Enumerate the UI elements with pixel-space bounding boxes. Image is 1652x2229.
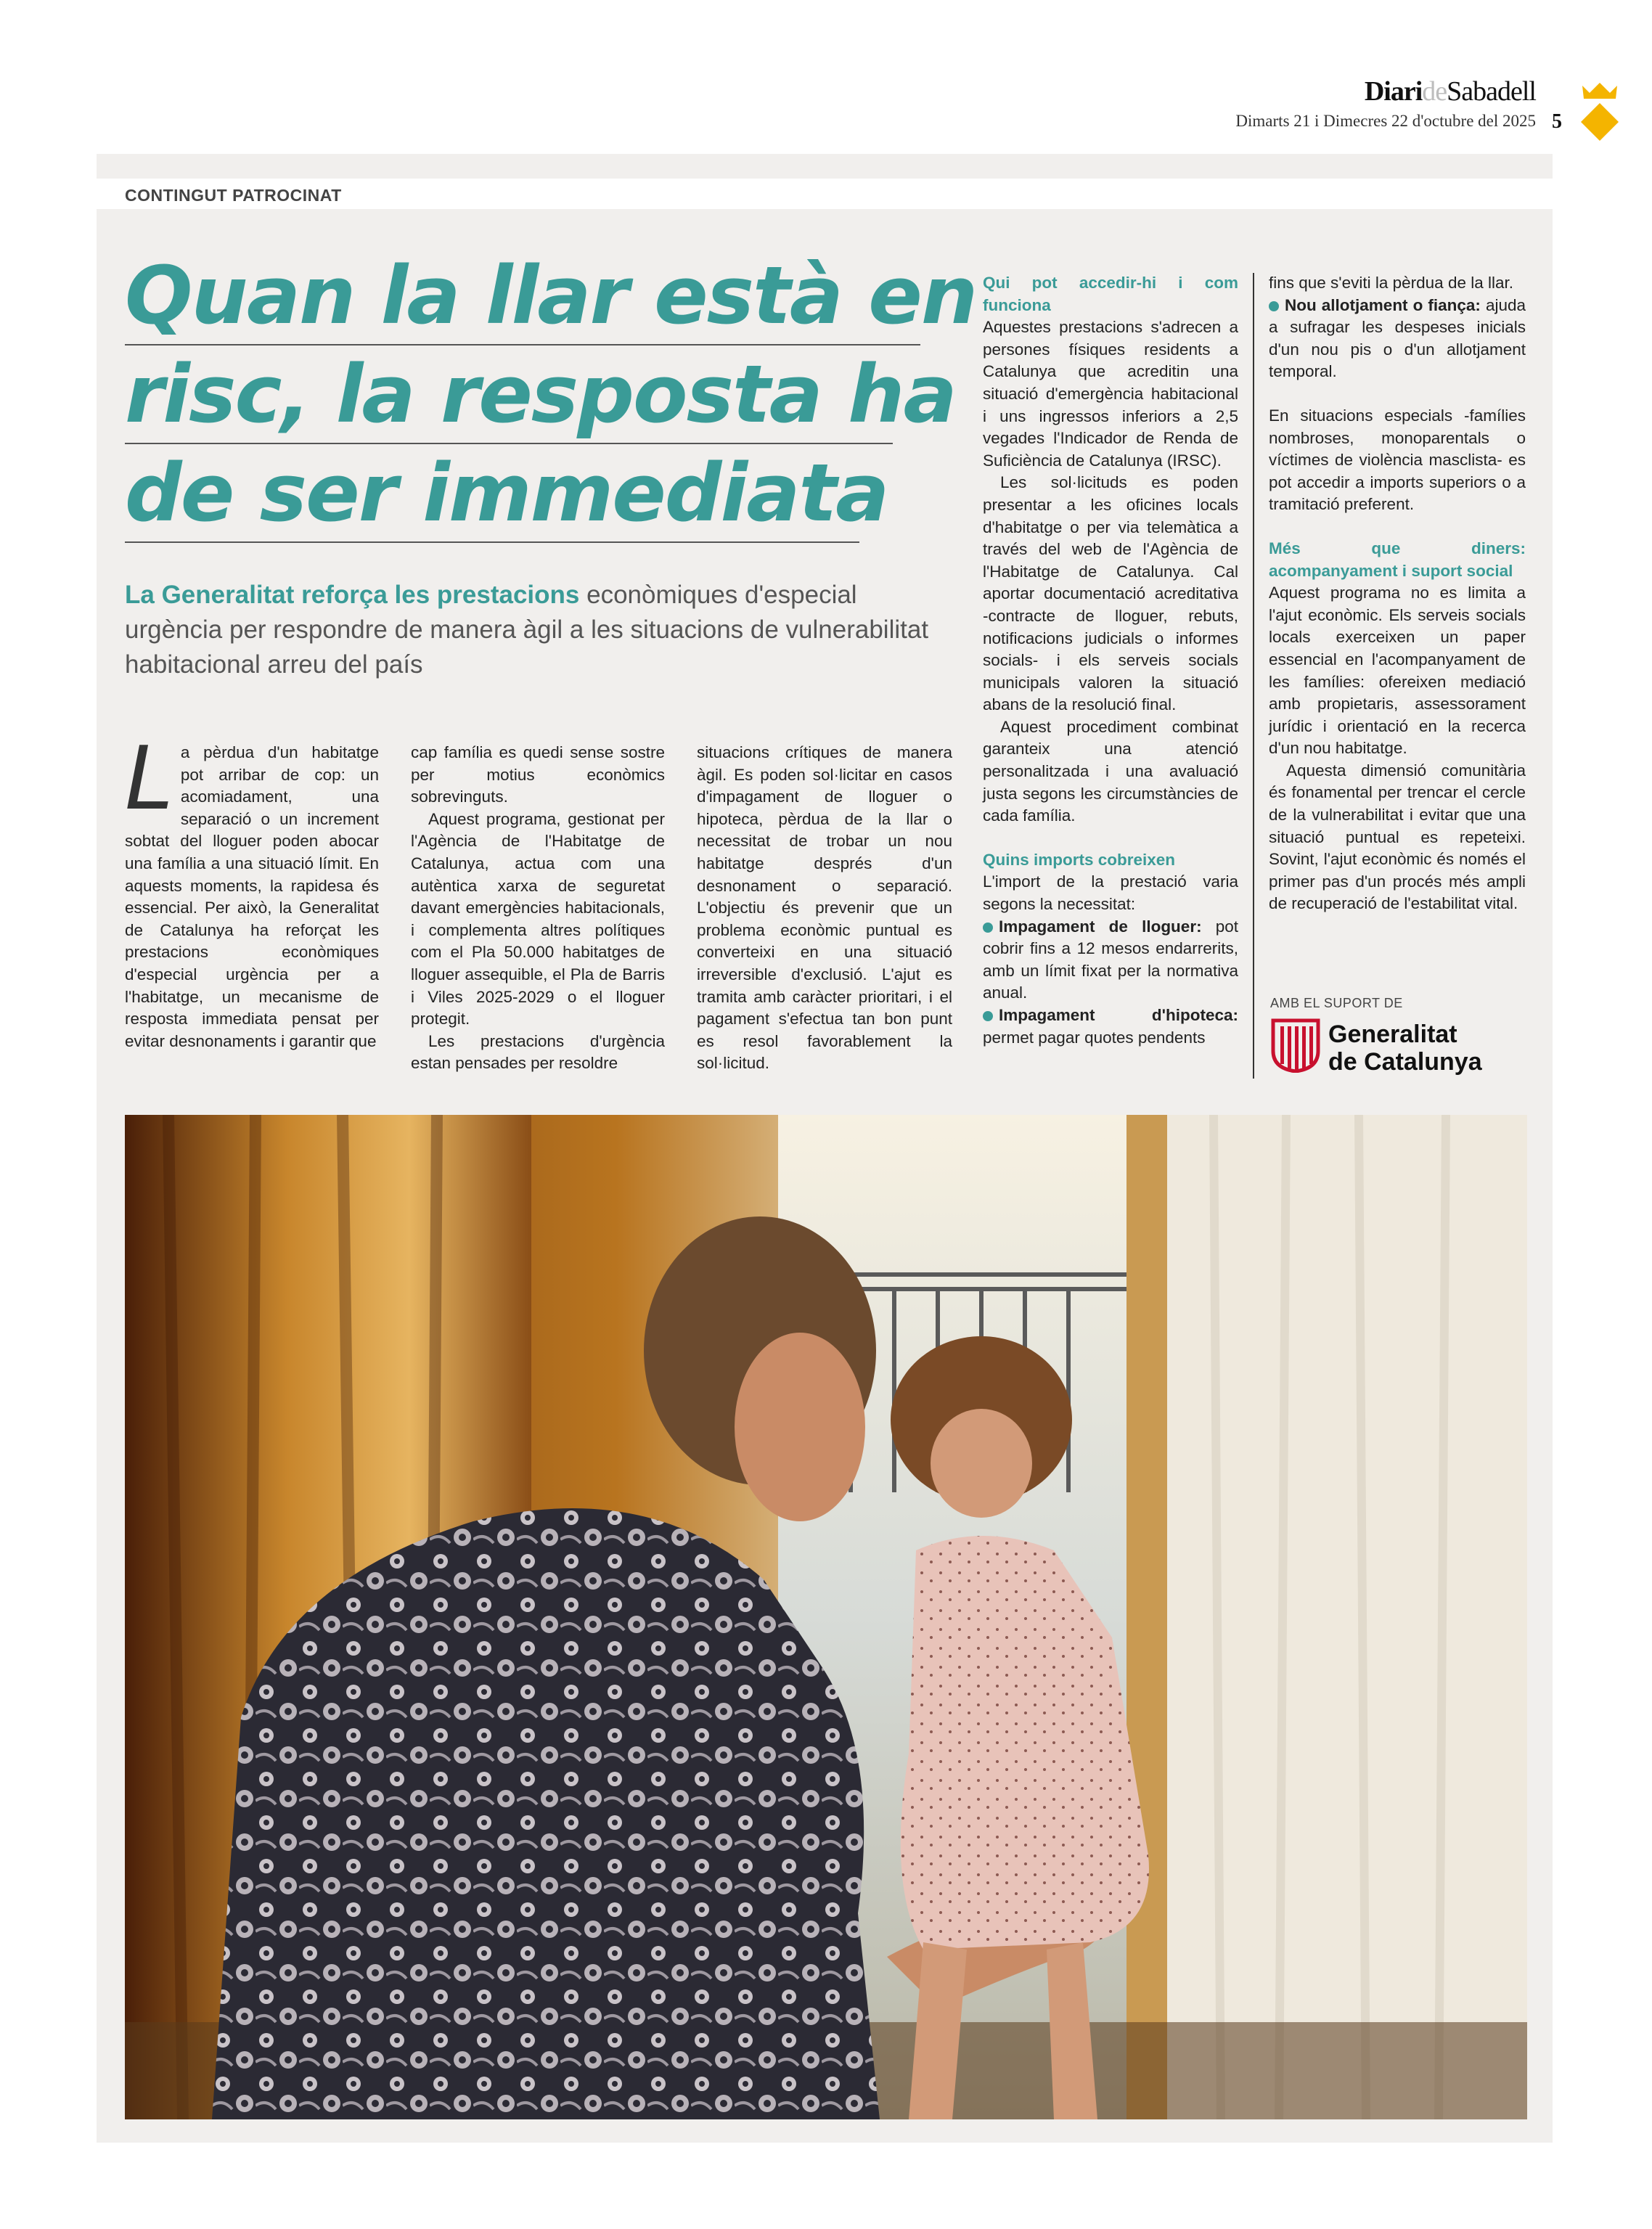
col4-paragraph-4: L'import de la prestació varia segons la necessitat: xyxy=(983,872,1238,914)
bullet-dot-icon xyxy=(983,1011,993,1021)
lead-rest: econòmiques d'especial urgència per respondre de manera àgil a les situacions de vulnerabilitat habitacional arreu del país xyxy=(125,581,929,679)
bullet-dot-icon xyxy=(1269,301,1279,311)
bullet-3-text: ajuda a sufragar les despeses inicials d'un nou pis o d'un allotjament temporal. xyxy=(1269,295,1526,381)
col4-paragraph-1: Aquestes prestacions s'adrecen a persones físiques residents a Catalunya que acreditin una situació d'emergència habitacional i uns ingressos inferiors a 2,5 vegades l'Indicador de Renda de Suficiència de Catalunya (IRSC). xyxy=(983,318,1238,470)
headline-line-2: risc, la resposta ha xyxy=(125,345,893,444)
col2-paragraph-3: Les prestacions d'urgència estan pensades per resoldre xyxy=(411,1031,665,1073)
dateline: Dimarts 21 i Dimecres 22 d'octubre del 2025 xyxy=(1235,112,1536,130)
logo-line-2: de Catalunya xyxy=(1328,1048,1482,1076)
col1-paragraph: a pèrdua d'un habitatge pot arribar de cop: un acomiadament, una separació o un increment sobtat del lloguer poden abocar una família a una situació límit. En aquests moments, la rapidesa és essencial. Per això, la Generalitat de Catalunya ha reforçat les prestacions econòmiques d'especial urgència per a l'habitatge, un mecanisme de resposta immediata pensat per evitar desnonaments i garantir que xyxy=(125,743,379,1050)
subheading-qui-pot-accedir: Qui pot accedir-hi i com funciona xyxy=(983,274,1238,314)
col5-paragraph-4: Aquesta dimensió comunitària és fonamental per trencar el cercle de la vulnerabilitat i evitar que una situació puntual es repeteixi. Sovint, l'ajut econòmic és només el primer pas d'un procés més ampli de recuperació de l'estabilitat vital. xyxy=(1269,761,1526,913)
brand-diari: Diari xyxy=(1364,76,1423,107)
column-divider xyxy=(1253,273,1254,1079)
col2-paragraph-1: cap família es quedi sense sostre per motius econòmics sobrevinguts. xyxy=(411,743,665,806)
col4-paragraph-2: Les sol·licituds es poden presentar a les oficines locals d'habitatge o per via telemàtica a través del web de l'Agència de l'Habitatge de Catalunya. Cal aportar documentació acreditativa -contracte de lloguer, rebuts, notificacions judicials o informes socials- i els serveis socials municipals valoren la situació abans de la resolució final. xyxy=(983,473,1238,714)
article-photo xyxy=(125,1115,1527,2119)
headline-line-3: de ser immediata xyxy=(125,444,859,543)
bullet-1-text: pot cobrir fins a 12 mesos endarrerits, amb un límit fixat per la normativa anual. xyxy=(983,917,1238,1002)
bullet-2-title: Impagament d'hipoteca: xyxy=(999,1006,1238,1024)
body-column-4 xyxy=(983,272,1238,1049)
col5-paragraph-3: Aquest programa no es limita a l'ajut econòmic. Els serveis socials locals exerceixen un paper essencial en l'acompanyament de les famílies: ofereixen mediació amb propietaris, assessorament jurídic i orientació en la recerca d'un nou habitatge. xyxy=(1269,584,1526,758)
subheading-mes-que-diners: Més que diners: acompanyament i suport social xyxy=(1269,539,1526,580)
grandmother-child-window-photo xyxy=(125,1115,1527,2119)
bullet-impagament-lloguer xyxy=(983,916,1238,1005)
sponsored-content-label: CONTINGUT PATROCINAT xyxy=(125,186,342,205)
bullet-impagament-hipoteca xyxy=(983,1005,1238,1049)
col5-paragraph-2: En situacions especials -famílies nombroses, monoparentals o víctimes de violència masclista- es pot accedir a imports superiors o a tramitació preferent. xyxy=(1269,406,1526,514)
body-column-5 xyxy=(1269,272,1526,915)
masthead xyxy=(1235,75,1536,131)
newspaper-logo xyxy=(1235,75,1536,107)
support-label: AMB EL SUPORT DE xyxy=(1270,996,1403,1010)
page-number: 5 xyxy=(1552,110,1562,133)
bullet-2-text: permet pagar quotes pendents xyxy=(983,1028,1206,1047)
body-column-2 xyxy=(411,742,665,1075)
brand-de: de xyxy=(1422,76,1447,107)
col2-paragraph-2: Aquest programa, gestionat per l'Agència de l'Habitatge de Catalunya, actua com una autèntica xarxa de seguretat davant emergències habitacionals, i complementa altres polítiques com el Pla 50.000 habitatges de lloguer assequible, el Pla de Barris i Viles 2025-2029 o el lloguer protegit. xyxy=(411,809,665,1028)
crown-diamond-icon xyxy=(1578,81,1622,141)
col3-paragraph-1: situacions crítiques de manera àgil. Es poden sol·licitar en casos d'impagament de lloguer o hipoteca, pèrdua de la llar o necessitat de trobar un nou habitatge després d'un desnonament o separació. L'objectiu és prevenir que un problema econòmic puntual es converteixi en una situació irreversible d'exclusió. L'ajut es tramita amb caràcter prioritari, i el pagament s'efectua tan bon punt es resol favorablement la sol·licitud. xyxy=(697,743,952,1073)
bullet-3-title: Nou allotjament o fiança: xyxy=(1285,295,1481,314)
body-column-1 xyxy=(125,729,379,1052)
col5-paragraph-1: fins que s'eviti la pèrdua de la llar. xyxy=(1269,274,1513,292)
headline xyxy=(125,247,977,543)
bullet-dot-icon xyxy=(983,923,993,933)
subheading-quins-imports: Quins imports cobreixen xyxy=(983,850,1176,869)
lead-paragraph xyxy=(125,578,952,682)
logo-line-1: Generalitat xyxy=(1328,1021,1457,1048)
body-column-3 xyxy=(697,742,952,1075)
generalitat-logo-icon xyxy=(1270,1018,1321,1073)
drop-cap: L xyxy=(125,729,173,830)
bullet-nou-allotjament xyxy=(1269,295,1526,383)
col4-paragraph-3: Aquest procediment combinat garanteix una atenció personalitzada i una avaluació justa segons les circumstàncies de cada família. xyxy=(983,717,1238,825)
brand-sabadell: Sabadell xyxy=(1447,76,1536,107)
headline-line-1: Quan la llar està en xyxy=(125,247,920,345)
bullet-1-title: Impagament de lloguer: xyxy=(999,917,1202,936)
lead-highlight: La Generalitat reforça les prestacions xyxy=(125,581,580,609)
generalitat-logo-text xyxy=(1328,1021,1482,1076)
